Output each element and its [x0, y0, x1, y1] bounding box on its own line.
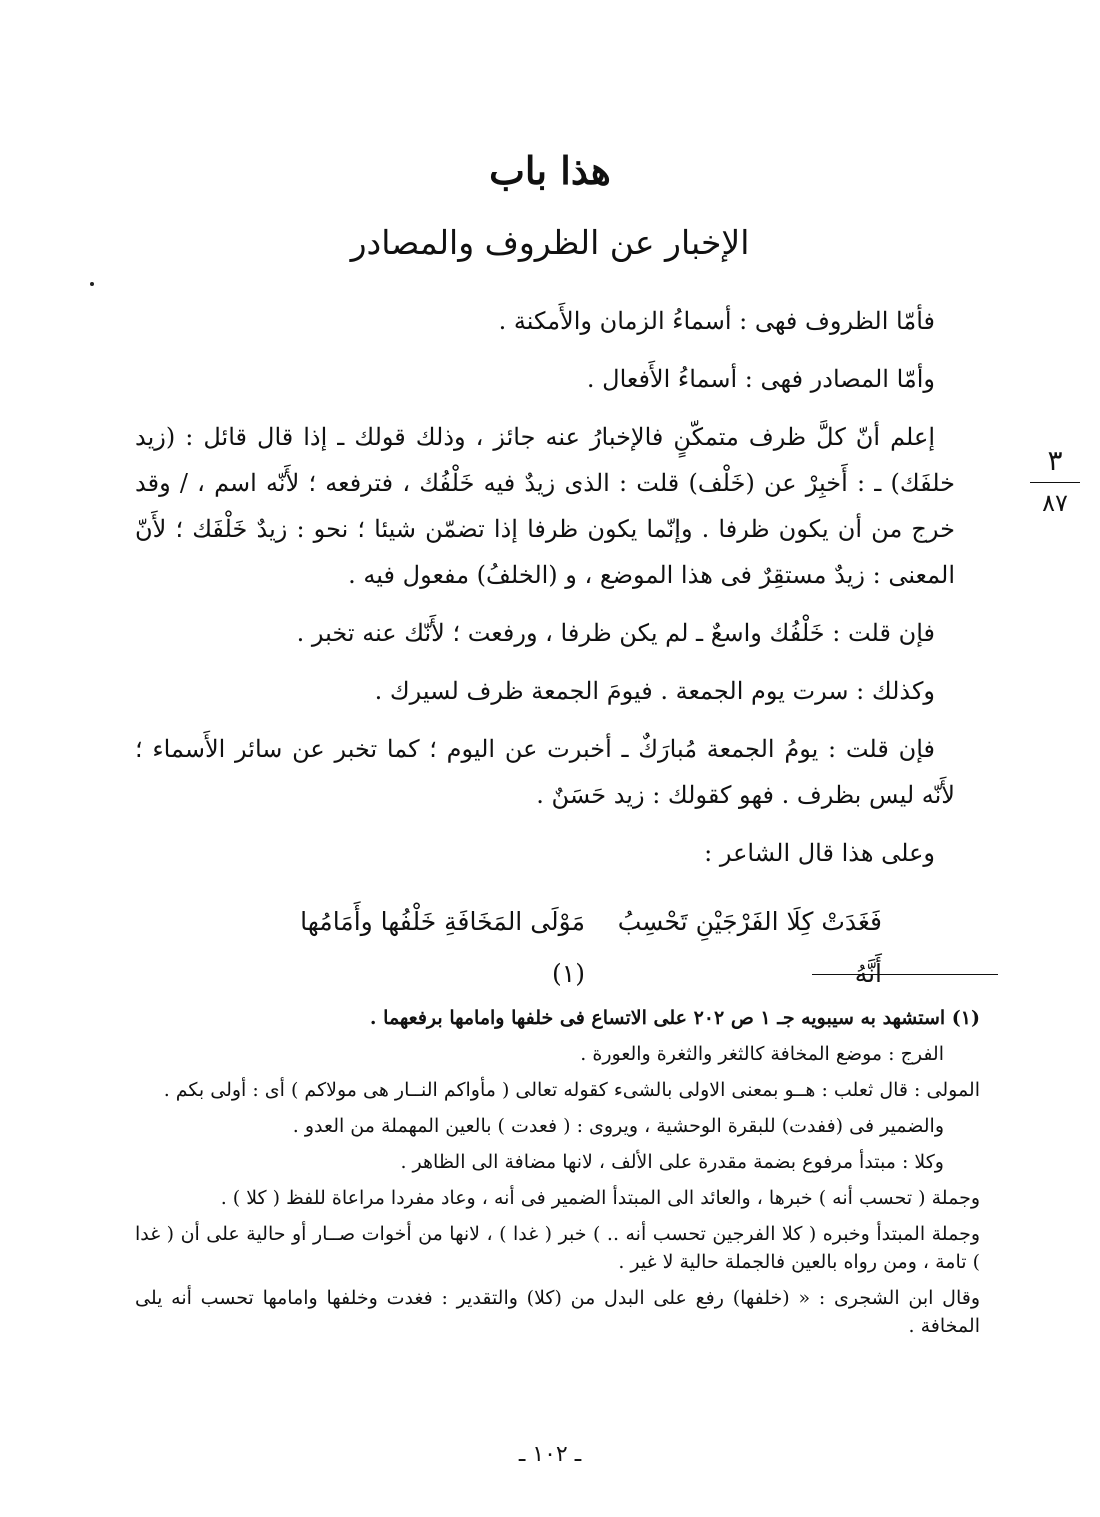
verse-second-hemistich: مَوْلَى المَخَافَةِ خَلْفُها وأَمَامُها (١)	[300, 907, 585, 988]
paragraph: فإن قلت : يومُ الجمعة مُبارَكٌ ـ أخبرت عن اليوم ؛ كما تخبر عن سائر الأَسماء ؛ لأَنّه ليس بظرف . فهو كقولك : زيد حَسَنٌ .	[135, 735, 955, 809]
paragraph: فأمّا الظروف فهى : أسماءُ الزمان والأَمكنة .	[498, 307, 935, 335]
paragraph: وكذلك : سرت يوم الجمعة . فيومَ الجمعة ظرف لسيرك .	[374, 677, 935, 705]
footnote-line: وجملة ( تحسب أنه ) خبرها ، والعائد الى المبتدأ الضمير فى أنه ، وعاد مفردا مراعاة للفظ ( كلا ) .	[220, 1187, 980, 1209]
chapter-heading: هذا باب	[489, 148, 611, 193]
footnotes	[135, 1004, 980, 1348]
footnote: (١) استشهد به سيبويه جـ ١ ص ٢٠٢ على الاتساع فى خلفها وامامها برفعهما .	[369, 1007, 980, 1029]
paragraph: وعلى هذا قال الشاعر :	[704, 839, 935, 867]
footnote-line: والضمير فى (ففدت) للبقرة الوحشية ، ويروى : ( فعدت ) بالعين المهملة من العدو .	[292, 1115, 944, 1137]
verse-first-hemistich: فَغَدَتْ كِلَا الفَرْجَيْنِ تَحْسِبُ أَنَّهُ	[617, 907, 882, 988]
print-speck	[90, 282, 94, 286]
chapter-subtitle: الإخبار عن الظروف والمصادر	[350, 223, 750, 262]
footnote-line: وجملة المبتدأ وخبره ( كلا الفرجين تحسب أنه .. ) خبر ( غدا ) ، لانها من أخوات صــار أو حالية على أن ( غدا ) تامة ، ومن رواه بالعين فالجملة حالية لا غير .	[135, 1223, 980, 1273]
margin-reference-rule	[1030, 482, 1080, 483]
paragraph: فإن قلت : خَلْفُك واسعٌ ـ لم يكن ظرفا ، ورفعت ؛ لأَنّك عنه تخبر .	[296, 619, 935, 647]
poetry-verse	[262, 896, 882, 1000]
footnote-line: وكلا : مبتدأ مرفوع بضمة مقدرة على الألف ، لانها مضافة الى الظاهر .	[400, 1151, 944, 1173]
margin-reference-top: ٣	[1047, 444, 1063, 477]
margin-reference	[1030, 444, 1080, 517]
footnote-line: الفرج : موضع المخافة كالثغر والثغرة والعورة .	[580, 1043, 944, 1065]
page-number: ـ ١٠٢ ـ	[518, 1442, 582, 1467]
margin-reference-bottom: ٨٧	[1042, 489, 1068, 517]
footnote-line: وقال ابن الشجرى : « (خلفها) رفع على البدل من (كلا) والتقدير : فغدت وخلفها وامامها تحسب أنه يلى المخافة .	[135, 1287, 981, 1337]
footnote-line: المولى : قال ثعلب : هــو بمعنى الاولى بالشىء كقوله تعالى ( مأواكم النــار هى مولاكم ) أى : أولى بكم .	[163, 1079, 980, 1101]
footnote-separator	[812, 974, 998, 975]
paragraph: إعلم أنّ كلَّ ظرف متمكّنٍ فالإخبارُ عنه جائز ، وذلك قولك ـ إذا قال قائل : (زيد خلفَك) ـ : أَخبِرْ عن (خَلْف) قلت : الذى زيدٌ فيه خَلْفُك ، فترفعه ؛ لأَنّه اسم ، / وقد خرج من أن يكون ظرفا . وإنّما يكون ظرفا إذا تضمّن شيئا ؛ نحو : زيدٌ خَلْفَك ؛ لأَنّ المعنى : زيدٌ مستقِرٌ فى هذا الموضع ، و (الخلفُ) مفعول فيه .	[135, 423, 955, 589]
paragraph: وأمّا المصادر فهى : أسماءُ الأَفعال .	[586, 365, 935, 393]
main-text	[135, 298, 955, 888]
